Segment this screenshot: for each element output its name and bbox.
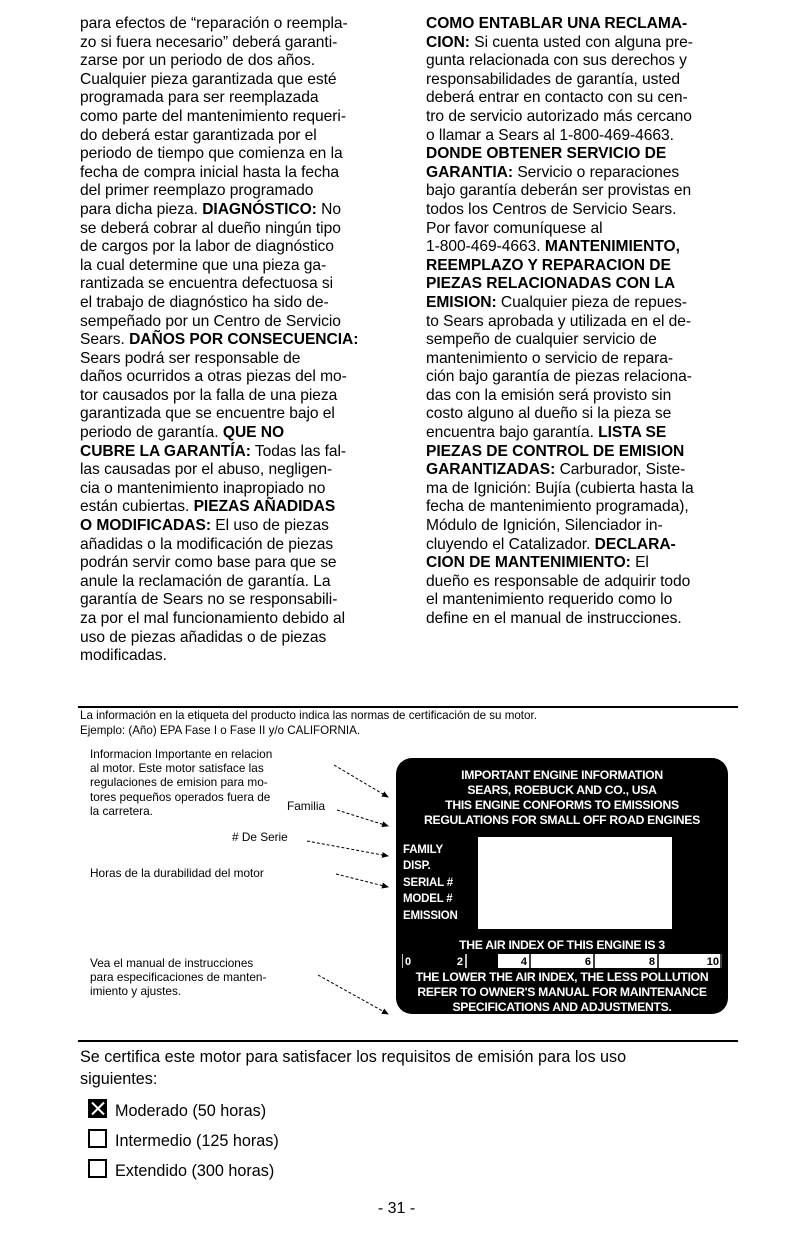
text-line (426, 164, 778, 183)
text-run: fecha de mantenimiento programada), (426, 498, 689, 516)
text-line (80, 554, 400, 573)
text-run: Sears. (80, 331, 130, 349)
text-run: están cubiertas. (80, 498, 194, 516)
text-line (80, 443, 400, 462)
text-line (426, 591, 778, 610)
text-line (80, 405, 400, 424)
certification-statement-line: siguientes: (80, 1070, 158, 1088)
engine-label-heading: THIS ENGINE CONFORMS TO EMISSIONS (445, 798, 679, 812)
text-line (426, 331, 778, 350)
diagram-info-note-line: Informacion Importante en relacion (90, 747, 273, 761)
text-run: tor causados por la falla de una pieza (80, 386, 338, 404)
text-run: 1-800-469-4663. (426, 238, 545, 256)
certification-note-line-1: La información en la etiqueta del producto indica las normas de certificación de su motor. (80, 709, 537, 722)
text-run: define en el manual de instrucciones. (426, 610, 682, 627)
text-run: Cualquier pieza de repues- (496, 293, 687, 311)
bold-heading-run: PIEZAS RELACIONADAS CON LA (426, 275, 676, 293)
bold-heading-run: DAÑOS POR CONSECUENCIA: (129, 331, 359, 349)
engine-label-heading: SEARS, ROEBUCK AND CO., USA (467, 783, 657, 797)
text-line (426, 517, 778, 536)
text-run: responsabilidades de garantía, usted (426, 70, 680, 88)
text-run: las causadas por el abuso, negligen- (80, 461, 333, 479)
text-run: bajo garantía deberán ser provistas en (426, 182, 692, 200)
text-line (426, 443, 778, 462)
text-run: la cual determine que una pieza ga- (80, 256, 327, 274)
engine-label-field-serial: SERIAL # (403, 877, 453, 889)
text-line (426, 536, 778, 555)
text-run: garantizada que se encuentre bajo el (80, 405, 335, 423)
text-run: za por el mal funcionamiento debido al (80, 610, 346, 627)
text-line (80, 275, 400, 294)
text-run: daños ocurridos a otras piezas del mo- (80, 368, 347, 386)
air-index-scale-fill (402, 954, 498, 968)
text-run: o llamar a Sears al 1-800-469-4663. (426, 126, 674, 144)
text-line (80, 517, 400, 536)
option-intermediate-label: Intermedio (125 horas) (115, 1132, 279, 1150)
text-run: periodo de tiempo que comienza en la (80, 145, 343, 163)
text-run: zarse por un periodo de dos años. (80, 52, 316, 70)
text-run: tro de servicio autorizado más cercano (426, 107, 692, 125)
air-index-statement: THE AIR INDEX OF THIS ENGINE IS 3 (459, 938, 665, 952)
text-run: rantizada se encuentra defectuosa si (80, 275, 334, 293)
bold-heading-run: GARANTIA: (426, 163, 514, 181)
text-line (426, 405, 778, 424)
engine-label-footer: THE LOWER THE AIR INDEX, THE LESS POLLUTION (415, 970, 709, 984)
text-line (80, 108, 400, 127)
text-run: sempeño de cualquier servicio de (426, 331, 657, 349)
text-run: de cargos por la labor de diagnóstico (80, 238, 334, 256)
text-run: Carburador, Siste- (555, 461, 686, 479)
text-line (426, 480, 778, 499)
text-run: do deberá estar garantizada por el (80, 126, 317, 144)
text-line (426, 145, 778, 164)
checkbox-intermediate[interactable] (88, 1129, 107, 1148)
text-line (80, 610, 400, 629)
option-extended-label: Extendido (300 horas) (115, 1162, 275, 1180)
air-index-tick-label: 2 (456, 956, 463, 968)
text-line (426, 201, 778, 220)
bold-heading-run: LISTA SE (598, 424, 667, 442)
diagram-info-note-line: tores pequeños operados fuera de (90, 789, 271, 804)
text-run: añadidas o la modificación de piezas (80, 535, 334, 553)
text-run: zo si fuera necesario” deberá garanti- (80, 33, 338, 51)
text-line (80, 182, 400, 201)
leader-serial (307, 841, 388, 856)
text-line (426, 368, 778, 387)
bold-heading-run: MANTENIMIENTO, (544, 238, 680, 256)
durability-hours-callout-label: Horas de la durabilidad del motor (90, 866, 264, 880)
option-extended (88, 1159, 274, 1181)
text-run: como parte del mantenimiento requeri- (80, 107, 346, 125)
text-run: garantía de Sears no se responsabili- (80, 591, 338, 609)
diagram-info-note (90, 747, 272, 818)
text-line (80, 15, 400, 34)
text-line (80, 368, 400, 387)
bold-heading-run: REEMPLAZO Y REPARACION DE (426, 256, 671, 274)
bold-heading-run: DECLARA- (594, 535, 676, 553)
text-run: Todas las fal- (250, 442, 347, 460)
engine-label-heading: REGULATIONS FOR SMALL OFF ROAD ENGINES (424, 813, 700, 827)
air-index-tick-label: 10 (706, 956, 719, 968)
text-line (426, 573, 778, 592)
bold-heading-run: CION: (426, 33, 470, 51)
text-line (80, 201, 400, 220)
bold-heading-run: COMO ENTABLAR UNA RECLAMA- (426, 15, 688, 32)
family-callout-label: Familia (287, 799, 326, 813)
option-moderate-label: Moderado (50 horas) (115, 1102, 267, 1120)
text-line (80, 480, 400, 499)
text-line (80, 629, 400, 648)
text-run: programada para ser reemplazada (80, 89, 319, 107)
text-line (426, 257, 778, 276)
text-run: Sears podrá ser responsable de (80, 349, 301, 367)
text-line (80, 71, 400, 90)
text-line (426, 350, 778, 369)
text-line (80, 238, 400, 257)
diagram-info-note-line: regulaciones de emision para mo- (90, 775, 268, 790)
diagram-info-note-line: la carretera. (90, 803, 153, 818)
text-line (426, 554, 778, 573)
text-line (80, 89, 400, 108)
checkbox-moderate[interactable] (88, 1099, 107, 1118)
text-line (426, 15, 778, 34)
text-run: El uso de piezas (210, 517, 329, 535)
air-index-scale (402, 954, 722, 968)
text-line (80, 461, 400, 480)
manual-callout-note (90, 956, 266, 999)
text-line (426, 108, 778, 127)
text-run: cluyendo el Catalizador. (426, 535, 595, 553)
text-line (80, 387, 400, 406)
diagram-info-note-line: al motor. Este motor satisface las (90, 761, 264, 776)
text-line (80, 331, 400, 350)
engine-label-field-family: FAMILY (403, 844, 443, 856)
text-run: para efectos de “reparación o reempla- (80, 15, 348, 32)
text-run: anule la reclamación de garantía. La (80, 572, 331, 590)
serial-callout-label: # De Serie (232, 830, 288, 844)
text-line (80, 591, 400, 610)
bold-heading-run: PIEZAS DE CONTROL DE EMISION (426, 442, 685, 460)
leader-family (337, 810, 388, 826)
text-line (80, 498, 400, 517)
text-run: ción bajo garantía de piezas relaciona- (426, 368, 692, 386)
text-run: das con la emisión será provisto sin (426, 386, 672, 404)
text-line (80, 257, 400, 276)
text-run: ma de Ignición: Bujía (cubierta hasta la (426, 479, 694, 497)
leader-manual (318, 975, 388, 1014)
text-line (80, 424, 400, 443)
text-run: cia o mantenimiento inapropiado no (80, 479, 326, 497)
text-run: el trabajo de diagnóstico ha sido de- (80, 293, 329, 311)
text-run: encuentra bajo garantía. (426, 424, 599, 442)
engine-emission-label (396, 758, 728, 1014)
certification-statement-line: Se certifica este motor para satisfacer los requisitos de emisión para los uso (80, 1048, 627, 1066)
bold-heading-run: CION DE MANTENIMIENTO: (426, 554, 631, 572)
text-line (80, 536, 400, 555)
bold-heading-run: GARANTIZADAS: (426, 461, 556, 479)
text-line (80, 350, 400, 369)
engine-label-field-disp: DISP. (403, 860, 431, 872)
warranty-text-right-column (426, 15, 778, 629)
text-line (426, 387, 778, 406)
text-line (80, 573, 400, 592)
page-number: - 31 - (377, 1200, 416, 1217)
text-run: Si cuenta usted con alguna pre- (469, 33, 693, 51)
engine-label-footer: REFER TO OWNER'S MANUAL FOR MAINTENANCE (417, 985, 707, 999)
text-run: todos los Centros de Servicio Sears. (426, 200, 677, 218)
bold-heading-run: PIEZAS AÑADIDAS (193, 498, 336, 516)
bold-heading-run: DONDE OBTENER SERVICIO DE (426, 145, 667, 163)
text-run: Cualquier pieza garantizada que esté (80, 70, 337, 88)
text-line (426, 610, 778, 629)
manual-callout-note-line: imiento y ajustes. (90, 984, 182, 999)
text-line (426, 461, 778, 480)
text-line (426, 424, 778, 443)
text-line (80, 127, 400, 146)
text-line (426, 294, 778, 313)
text-run: mantenimiento o servicio de repara- (426, 349, 674, 367)
text-run: podrán servir como base para que se (80, 554, 337, 572)
text-line (426, 182, 778, 201)
text-run: Servicio o reparaciones (513, 163, 680, 181)
text-line (80, 220, 400, 239)
air-index-tick-label: 6 (584, 956, 591, 968)
text-run: fecha de compra inicial hasta la fecha (80, 163, 340, 181)
air-index-tick-label: 8 (648, 956, 655, 968)
text-run: periodo de garantía. (80, 424, 223, 442)
text-line (80, 313, 400, 332)
text-run: dueño es responsable de adquirir todo (426, 572, 691, 590)
text-run: Módulo de Ignición, Silenciador in- (426, 517, 663, 535)
text-line (426, 220, 778, 239)
engine-label-heading: IMPORTANT ENGINE INFORMATION (461, 768, 663, 782)
text-run: el mantenimiento requerido como lo (426, 591, 673, 609)
text-line (426, 89, 778, 108)
text-line (426, 313, 778, 332)
text-run: to Sears aprobada y utilizada en el de- (426, 312, 692, 330)
text-line (80, 52, 400, 71)
bold-heading-run: DIAGNÓSTICO: (202, 200, 317, 218)
text-line (426, 71, 778, 90)
manual-callout-note-line: Vea el manual de instrucciones (90, 956, 254, 970)
text-run: modificadas. (80, 647, 167, 665)
section-divider-top (78, 706, 738, 708)
bold-heading-run: EMISION: (426, 293, 497, 311)
text-line (80, 145, 400, 164)
engine-label-field-emission: EMISSION (403, 910, 458, 922)
text-line (426, 275, 778, 294)
text-line (426, 52, 778, 71)
text-line (80, 294, 400, 313)
bold-heading-run: QUE NO (222, 424, 285, 442)
checkbox-extended[interactable] (88, 1159, 107, 1178)
text-line (80, 164, 400, 183)
text-run: para dicha pieza. (80, 200, 203, 218)
text-run: El (630, 554, 649, 572)
option-intermediate (88, 1129, 279, 1151)
text-run: del primer reemplazo programado (80, 182, 314, 200)
manual-callout-note-line: para especificaciones de manten- (90, 970, 267, 985)
section-divider-bottom (78, 1040, 738, 1042)
leader-info (334, 765, 388, 797)
certification-note-line-2: Ejemplo: (Año) EPA Fase I o Fase II y/o CALIFORNIA. (80, 723, 361, 737)
engine-label-footer: SPECIFICATIONS AND ADJUSTMENTS. (452, 1000, 672, 1014)
air-index-tick-label: 4 (520, 956, 527, 968)
certification-statement (80, 1046, 626, 1090)
bold-heading-run: O MODIFICADAS: (80, 517, 211, 535)
text-run: se deberá cobrar al dueño ningún tipo (80, 219, 341, 237)
text-line (80, 34, 400, 53)
text-run: gunta relacionada con sus derechos y (426, 52, 687, 70)
text-line (426, 498, 778, 517)
engine-label-data-box (478, 837, 672, 929)
text-run: costo alguno al dueño si la pieza se (426, 405, 672, 423)
air-index-tick-label: 0 (405, 956, 412, 968)
warranty-text-left-column (80, 15, 400, 666)
text-run: deberá entrar en contacto con su cen- (426, 89, 688, 107)
engine-label-field-model: MODEL # (403, 893, 453, 905)
bold-heading-run: CUBRE LA GARANTÍA: (80, 442, 251, 460)
text-line (426, 127, 778, 146)
text-line (426, 34, 778, 53)
text-line (426, 238, 778, 257)
text-run: No (316, 200, 341, 218)
leader-hours (336, 874, 388, 887)
certification-note (80, 709, 760, 738)
option-moderate (88, 1099, 266, 1121)
text-run: Por favor comuníquese al (426, 219, 603, 237)
text-run: uso de piezas añadidas o de piezas (80, 628, 327, 646)
text-line (80, 647, 400, 666)
text-run: sempeñado por un Centro de Servicio (80, 312, 341, 330)
